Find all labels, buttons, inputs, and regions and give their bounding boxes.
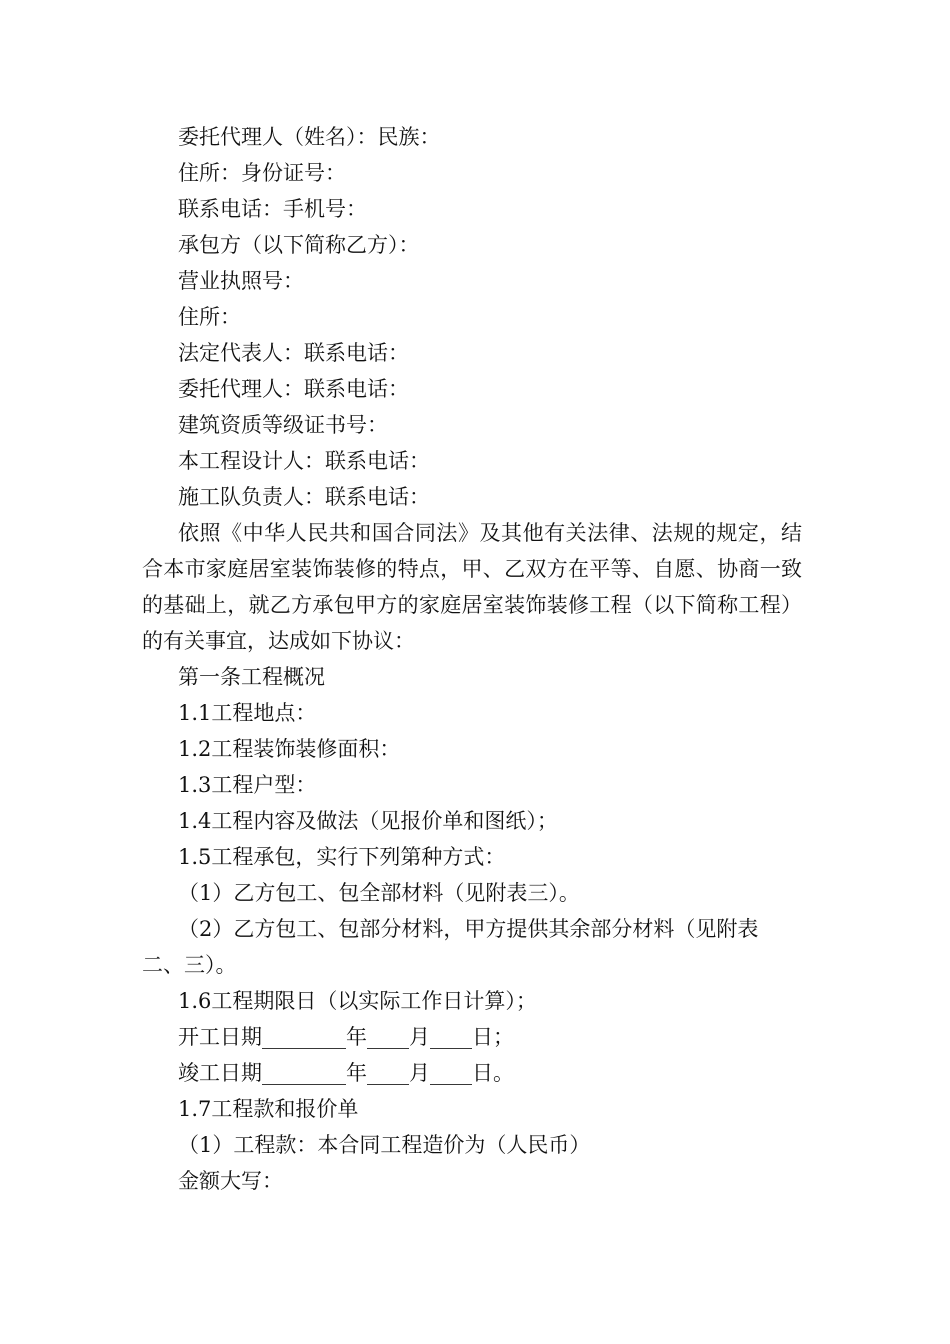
line-phone-mobile: 联系电话：手机号：: [178, 197, 367, 221]
line-contractor: 承包方（以下简称乙方）：: [178, 233, 420, 257]
line-legal-rep: 法定代表人：联系电话：: [178, 341, 409, 365]
option-2-line-2: 二、三）。: [142, 953, 237, 977]
line-agent-name: 委托代理人（姓名）：民族：: [178, 125, 441, 149]
line-business-license: 营业执照号：: [178, 269, 304, 293]
line-agent-phone: 委托代理人：联系电话：: [178, 377, 409, 401]
item-1-1: 1.1工程地点：: [178, 701, 317, 725]
intro-paragraph: 依照《中华人民共和国合同法》及其他有关法律、法规的规定，结合本市家庭居室装饰装修的特点，甲、乙双方在平等、自愿、协商一致的基础上，就乙方承包甲方的家庭居室装饰装修工程（以下简称工程）的有关事宜，达成如下协议：: [142, 521, 802, 653]
item-1-7: 1.7工程款和报价单: [178, 1097, 359, 1121]
item-1-2: 1.2工程装饰装修面积：: [178, 737, 401, 761]
item-1-3: 1.3工程户型：: [178, 773, 317, 797]
line-designer: 本工程设计人：联系电话：: [178, 449, 430, 473]
document-body: [142, 119, 802, 1199]
start-date-line: 开工日期________年____月____日；: [178, 1025, 514, 1049]
article-title: 第一条工程概况: [178, 665, 325, 689]
option-2-line-1: （2）乙方包工、包部分材料，甲方提供其余部分材料（见附表: [178, 917, 759, 941]
line-address: 住所：: [178, 305, 241, 329]
item-1-6: 1.6工程期限日（以实际工作日计算）；: [178, 989, 537, 1013]
item-1-5: 1.5工程承包，实行下列第种方式：: [178, 845, 506, 869]
completion-date-line: 竣工日期________年____月____日。: [178, 1061, 514, 1085]
amount-uppercase-line: 金额大写：: [178, 1169, 283, 1193]
line-team-leader: 施工队负责人：联系电话：: [178, 485, 430, 509]
line-address-id: 住所：身份证号：: [178, 161, 346, 185]
option-1: （1）乙方包工、包全部材料（见附表三）。: [178, 881, 580, 905]
item-1-4: 1.4工程内容及做法（见报价单和图纸）；: [178, 809, 558, 833]
contract-price-line: （1）工程款：本合同工程造价为（人民币）: [178, 1133, 591, 1157]
line-qualification-cert: 建筑资质等级证书号：: [178, 413, 388, 437]
